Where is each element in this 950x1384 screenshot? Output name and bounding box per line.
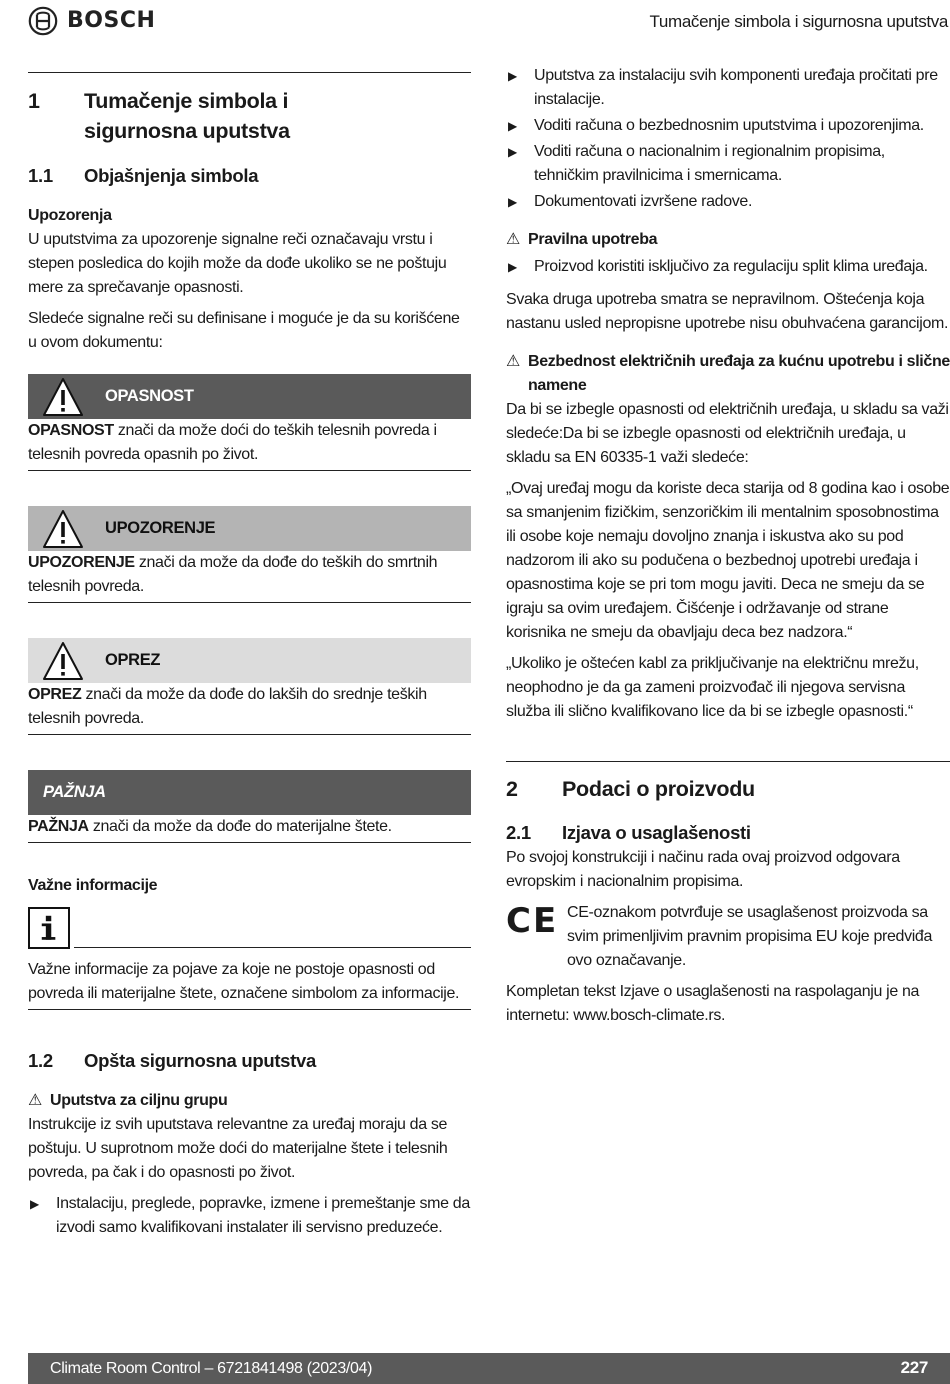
warning-triangle-icon <box>42 641 84 681</box>
list-item <box>506 190 950 214</box>
caution-label: OPREZ <box>105 651 161 669</box>
bosch-armature-icon <box>28 6 58 36</box>
subsection-1-2-heading <box>28 1048 471 1074</box>
target-group-paragraph: Instrukcije iz svih uputstava relevantne za uređaj moraju da se poštuju. U suprotnom može doći do materijalne štete i telesnih povreda, pa čak i do opasnosti po život. <box>28 1116 448 1181</box>
footer-document-id: Climate Room Control – 6721841498 (2023/04) <box>50 1360 373 1377</box>
subsection-1-1-heading <box>28 163 471 189</box>
electrical-safety-heading <box>506 350 950 398</box>
small-warning-triangle-icon: ⚠ <box>28 1092 42 1109</box>
right-column <box>506 64 950 1028</box>
info-icon <box>28 907 70 949</box>
section-number: 1 <box>28 89 40 113</box>
target-group-title: Uputstva za ciljnu grupu <box>50 1092 228 1109</box>
important-info-heading: Važne informacije <box>28 877 158 894</box>
proper-use-title: Pravilna upotreba <box>528 231 658 248</box>
danger-keyword: OPASNOST <box>28 422 114 439</box>
subsection-number: 1.2 <box>28 1050 53 1071</box>
warning-triangle-icon <box>42 509 84 549</box>
list-item-text: Instalaciju, preglede, popravke, izmene i premeštanje sme da izvodi samo kvalifikovani instalater ili servisno preduzeće. <box>56 1195 470 1236</box>
page-number: 227 <box>900 1358 928 1377</box>
danger-notice-text <box>28 419 471 471</box>
proper-use-heading <box>506 228 950 252</box>
subsection-2-1-heading <box>506 820 950 846</box>
section-2-heading <box>506 761 950 804</box>
bullet-arrow-icon: ▶ <box>508 69 517 83</box>
running-title: Tumačenje simbola i sigurnosna uputstva <box>649 12 948 31</box>
list-item-text: Voditi računa o bezbednosnim uputstvima i upozorenjima. <box>534 117 924 134</box>
brand-name: BOSCH <box>67 8 156 33</box>
bullet-arrow-icon: ▶ <box>508 145 517 159</box>
list-item <box>506 140 950 188</box>
small-warning-triangle-icon: ⚠ <box>506 231 520 248</box>
info-divider <box>74 947 471 948</box>
list-item <box>506 255 950 279</box>
caution-notice-text <box>28 683 471 735</box>
electrical-safety-paragraph-3: „Ukoliko je oštećen kabl za priključivanje na električnu mrežu, neophodno je da ga zameni proizvođač ili njegova servisna služba ili slično kvalifikovano lice da bi se izbegle opasnosti.“ <box>506 655 919 720</box>
bullet-arrow-icon: ▶ <box>508 260 517 274</box>
brand-logo <box>28 6 155 36</box>
section-title: Tumačenje simbola i sigurnosna uputstva <box>84 89 290 143</box>
small-warning-triangle-icon: ⚠ <box>506 353 520 370</box>
notice-notice-text <box>28 815 471 843</box>
subsection-number: 1.1 <box>28 165 53 186</box>
bullet-arrow-icon: ▶ <box>508 195 517 209</box>
list-item-text: Uputstva za instalaciju svih komponenti uređaja pročitati pre instalacije. <box>534 67 938 108</box>
subsection-number: 2.1 <box>506 822 531 843</box>
declaration-paragraph: Kompletan tekst Izjave o usaglašenosti na raspolaganju je na internetu: www.bosch-climate.rs. <box>506 983 920 1024</box>
electrical-safety-paragraph-1: Da bi se izbegle opasnosti od električnih uređaja, u skladu sa važi sledeće:Da bi se izbegle opasnosti od električnih uređaja, u skladu sa EN 60335-1 važi sledeće: <box>506 401 949 466</box>
list-item-text: Dokumentovati izvršene radove. <box>534 193 753 210</box>
caution-description: znači da može da dođe do lakših do srednje teških telesnih povreda. <box>28 686 427 727</box>
section-1-heading <box>28 72 471 146</box>
bullet-arrow-icon: ▶ <box>30 1197 39 1211</box>
warning-notice-bar <box>28 506 471 551</box>
subsection-title: Opšta sigurnosna uputstva <box>84 1050 317 1071</box>
left-column <box>28 72 471 1240</box>
notice-keyword: PAŽNJA <box>28 818 89 835</box>
info-symbol-row <box>28 907 471 951</box>
warning-notice-text <box>28 551 471 603</box>
list-item <box>506 114 950 138</box>
warning-description: znači da može da dođe do teških do smrtnih telesnih povreda. <box>28 554 438 595</box>
section-title: Podaci o proizvodu <box>562 777 755 801</box>
subsection-title: Izjava o usaglašenosti <box>562 822 751 843</box>
subsection-title: Objašnjenja simbola <box>84 165 259 186</box>
important-info-box <box>28 958 471 1010</box>
important-info-text: Važne informacije za pojave za koje ne postoje opasnosti od povreda ili materijalne štete, označene simbolom za informacije. <box>28 961 460 1002</box>
notice-label: PAŽNJA <box>43 783 106 801</box>
list-item-text: Proizvod koristiti isključivo za regulaciju split klima uređaja. <box>534 258 928 275</box>
list-item <box>28 1192 471 1240</box>
warning-label: UPOZORENJE <box>105 519 216 537</box>
ce-mark-icon: CE <box>506 901 559 941</box>
warning-keyword: UPOZORENJE <box>28 554 135 571</box>
ce-mark-text: CE-oznakom potvrđuje se usaglašenost proizvoda sa svim primenljivim pravnim propisima EU koje predviđa ovo označavanje. <box>567 904 933 969</box>
electrical-safety-paragraph-2: „Ovaj uređaj mogu da koriste deca starija od 8 godina kao i osobe sa smanjenim fizičkim, senzoričkim ili mentalnim sposobnostima ili osobe koje nemaju dovoljno znanja i iskustva ako su pod nadzorom ili ako su podučena o bezbednoj upotrebi uređaja i opasnostima koje se pri tom mogu javiti. Deca ne smeju da se igraju sa ovim uređajem. Čišćenje i održavanje od strane korisnika ne smeju da obavljaju deca bez nadzora.“ <box>506 480 950 641</box>
danger-description: znači da može doći do teških telesnih povreda i telesnih povreda opasnih po život. <box>28 422 437 463</box>
notice-notice-bar <box>28 770 471 815</box>
signal-words-paragraph: Sledeće signalne reči su definisane i moguće je da su korišćene u ovom dokumentu: <box>28 310 460 351</box>
ce-mark-row <box>506 901 950 973</box>
caution-notice-bar <box>28 638 471 683</box>
caution-keyword: OPREZ <box>28 686 82 703</box>
warning-triangle-icon <box>42 377 84 417</box>
electrical-safety-title: Bezbednost električnih uređaja za kućnu upotrebu i slične namene <box>528 353 950 394</box>
danger-label: OPASNOST <box>105 387 194 405</box>
page-footer <box>28 1353 950 1384</box>
list-item-text: Voditi računa o nacionalnim i regionalnim propisima, tehničkim pravilnicima i smernicama. <box>534 143 885 184</box>
warnings-paragraph: U uputstvima za upozorenje signalne reči označavaju vrstu i stepen posledica do kojih može da dođe ukoliko se ne poštuju mere za sprečavanje opasnosti. <box>28 231 447 296</box>
bullet-arrow-icon: ▶ <box>508 119 517 133</box>
warnings-heading: Upozorenja <box>28 207 112 224</box>
proper-use-paragraph: Svaka druga upotreba smatra se nepravilnom. Oštećenja koja nastanu usled nepropisne upotrebe nisu obuhvaćena garancijom. <box>506 291 949 332</box>
conformity-paragraph: Po svojoj konstrukciji i načinu rada ovaj proizvod odgovara evropskim i nacionalnim propisima. <box>506 849 900 890</box>
notice-description: znači da može da dođe do materijalne štete. <box>88 818 392 835</box>
target-group-heading <box>28 1089 471 1113</box>
list-item <box>506 64 950 112</box>
section-number: 2 <box>506 777 518 801</box>
danger-notice-bar <box>28 374 471 419</box>
